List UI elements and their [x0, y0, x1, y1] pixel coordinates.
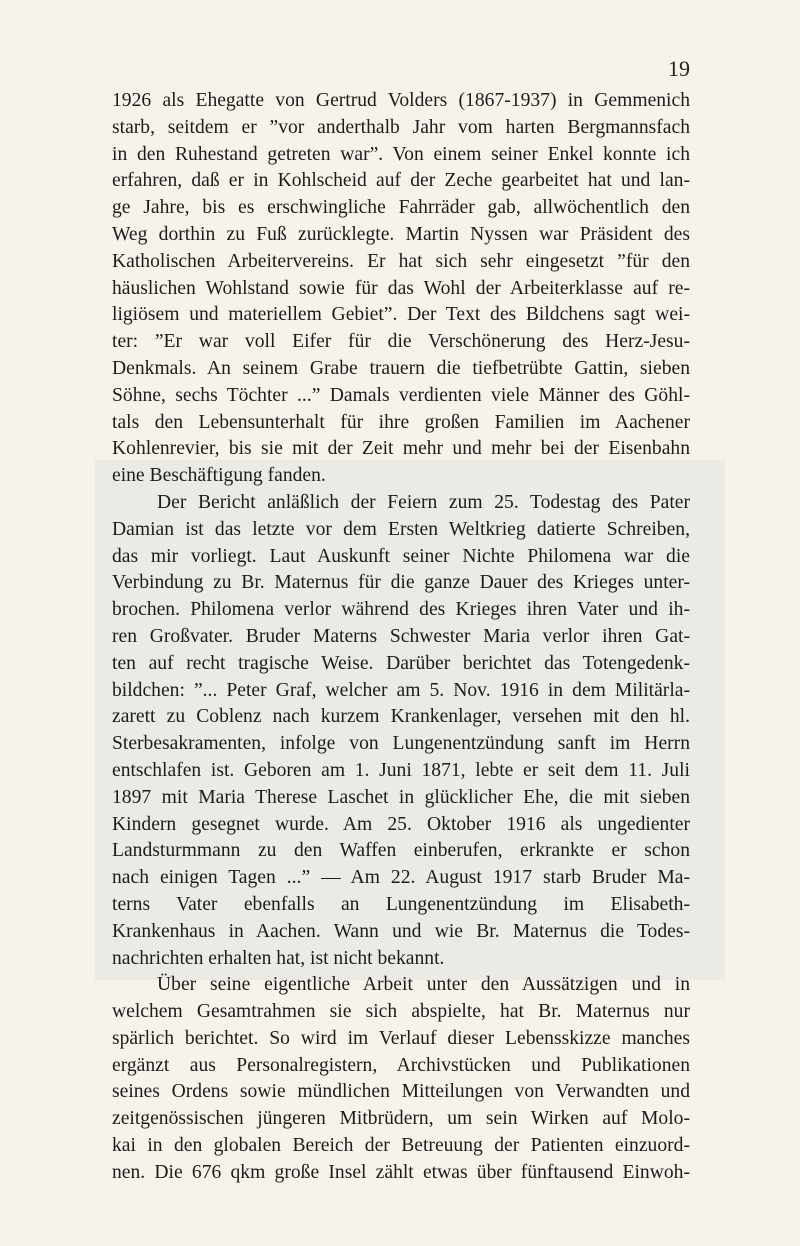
text-line: häuslichen Wohlstand sowie für das Wohl der Arbeiterklasse auf re- [112, 277, 690, 299]
text-line: tals den Lebensunterhalt für ihre großen Familien im Aachener [112, 411, 690, 433]
text-line: ten auf recht tragische Weise. Darüber berichtet das Totengedenk- [112, 652, 690, 674]
text-line: Denkmals. An seinem Grabe trauern die tiefbetrübte Gattin, sieben [112, 357, 690, 379]
page-number: 19 [668, 56, 690, 81]
text-line: Katholischen Arbeitervereins. Er hat sich sehr eingesetzt ”für den [112, 250, 690, 272]
text-line: Landsturmmann zu den Waffen einberufen, erkrankte er schon [112, 840, 690, 862]
text-line: entschlafen ist. Geboren am 1. Juni 1871, lebte er seit dem 11. Juli [112, 759, 690, 781]
text-line: Über seine eigentliche Arbeit unter den Aussätzigen und in [157, 974, 690, 996]
text-line: welchem Gesamtrahmen sie sich abspielte, hat Br. Maternus nur [112, 1001, 690, 1023]
text-line: ter: ”Er war voll Eifer für die Verschönerung des Herz-Jesu- [112, 331, 690, 353]
text-line: starb, seitdem er ”vor anderthalb Jahr vom harten Bergmannsfach [112, 116, 690, 138]
text-line: seines Ordens sowie mündlichen Mitteilungen von Verwandten und [112, 1081, 690, 1103]
text-line: nachrichten erhalten hat, ist nicht bekannt. [112, 947, 445, 969]
body-text [112, 88, 690, 1187]
text-line: 1926 als Ehegatte von Gertrud Volders (1867-1937) in Gemmenich [112, 90, 690, 111]
text-line: erfahren, daß er in Kohlscheid auf der Zeche gearbeitet hat und lan- [112, 170, 690, 192]
text-line: Kohlenrevier, bis sie mit der Zeit mehr und mehr bei der Eisenbahn [112, 438, 690, 460]
paragraph [112, 972, 690, 1186]
text-line: eine Beschäftigung fanden. [112, 465, 326, 487]
text-line: Krankenhaus in Aachen. Wann und wie Br. Maternus die Todes- [112, 920, 690, 942]
text-line: kai in den globalen Bereich der Betreuung der Patienten einzuord- [112, 1135, 690, 1157]
text-line: zeitgenössischen jüngeren Mitbrüdern, um sein Wirken auf Molo- [112, 1108, 690, 1130]
paragraph [112, 88, 690, 490]
text-line: spärlich berichtet. So wird im Verlauf dieser Lebensskizze manches [112, 1027, 690, 1049]
text-line: ren Großvater. Bruder Materns Schwester Maria verlor ihren Gat- [112, 625, 690, 647]
text-line: Sterbesakramenten, infolge von Lungenentzündung sanft im Herrn [112, 733, 690, 755]
text-line: Der Bericht anläßlich der Feiern zum 25. Todestag des Pater [157, 491, 690, 513]
text-line: brochen. Philomena verlor während des Krieges ihren Vater und ih- [112, 599, 690, 621]
text-line: 1897 mit Maria Therese Laschet in glücklicher Ehe, die mit sieben [112, 786, 690, 808]
text-line: nen. Die 676 qkm große Insel zählt etwas über fünftausend Einwoh- [112, 1161, 690, 1183]
text-line: terns Vater ebenfalls an Lungenentzündung im Elisabeth- [112, 893, 690, 915]
text-line: ergänzt aus Personalregistern, Archivstücken und Publikationen [112, 1054, 690, 1076]
text-line: in den Ruhestand getreten war”. Von einem seiner Enkel konnte ich [112, 143, 690, 165]
text-line: Damian ist das letzte vor dem Ersten Weltkrieg datierte Schreiben, [112, 518, 690, 540]
text-line: ligiösem und materiellem Gebiet”. Der Text des Bildchens sagt wei- [112, 304, 690, 326]
text-line: zarett zu Coblenz nach kurzem Krankenlager, versehen mit den hl. [112, 706, 690, 728]
text-line: das mir vorliegt. Laut Auskunft seiner Nichte Philomena war die [112, 545, 690, 567]
text-line: nach einigen Tagen ...” — Am 22. August 1917 starb Bruder Ma- [112, 867, 690, 889]
text-line: Kindern gesegnet wurde. Am 25. Oktober 1916 als ungedienter [112, 813, 690, 835]
text-line: ge Jahre, bis es erschwingliche Fahrräder gab, allwöchentlich den [112, 197, 690, 219]
text-line: bildchen: ”... Peter Graf, welcher am 5. Nov. 1916 in dem Militärla- [112, 679, 690, 701]
text-line: Weg dorthin zu Fuß zurücklegte. Martin Nyssen war Präsident des [112, 223, 690, 245]
text-line: Verbindung zu Br. Maternus für die ganze Dauer des Krieges unter- [112, 572, 690, 594]
paragraph [112, 490, 690, 972]
text-line: Söhne, sechs Töchter ...” Damals verdienten viele Männer des Göhl- [112, 384, 690, 406]
